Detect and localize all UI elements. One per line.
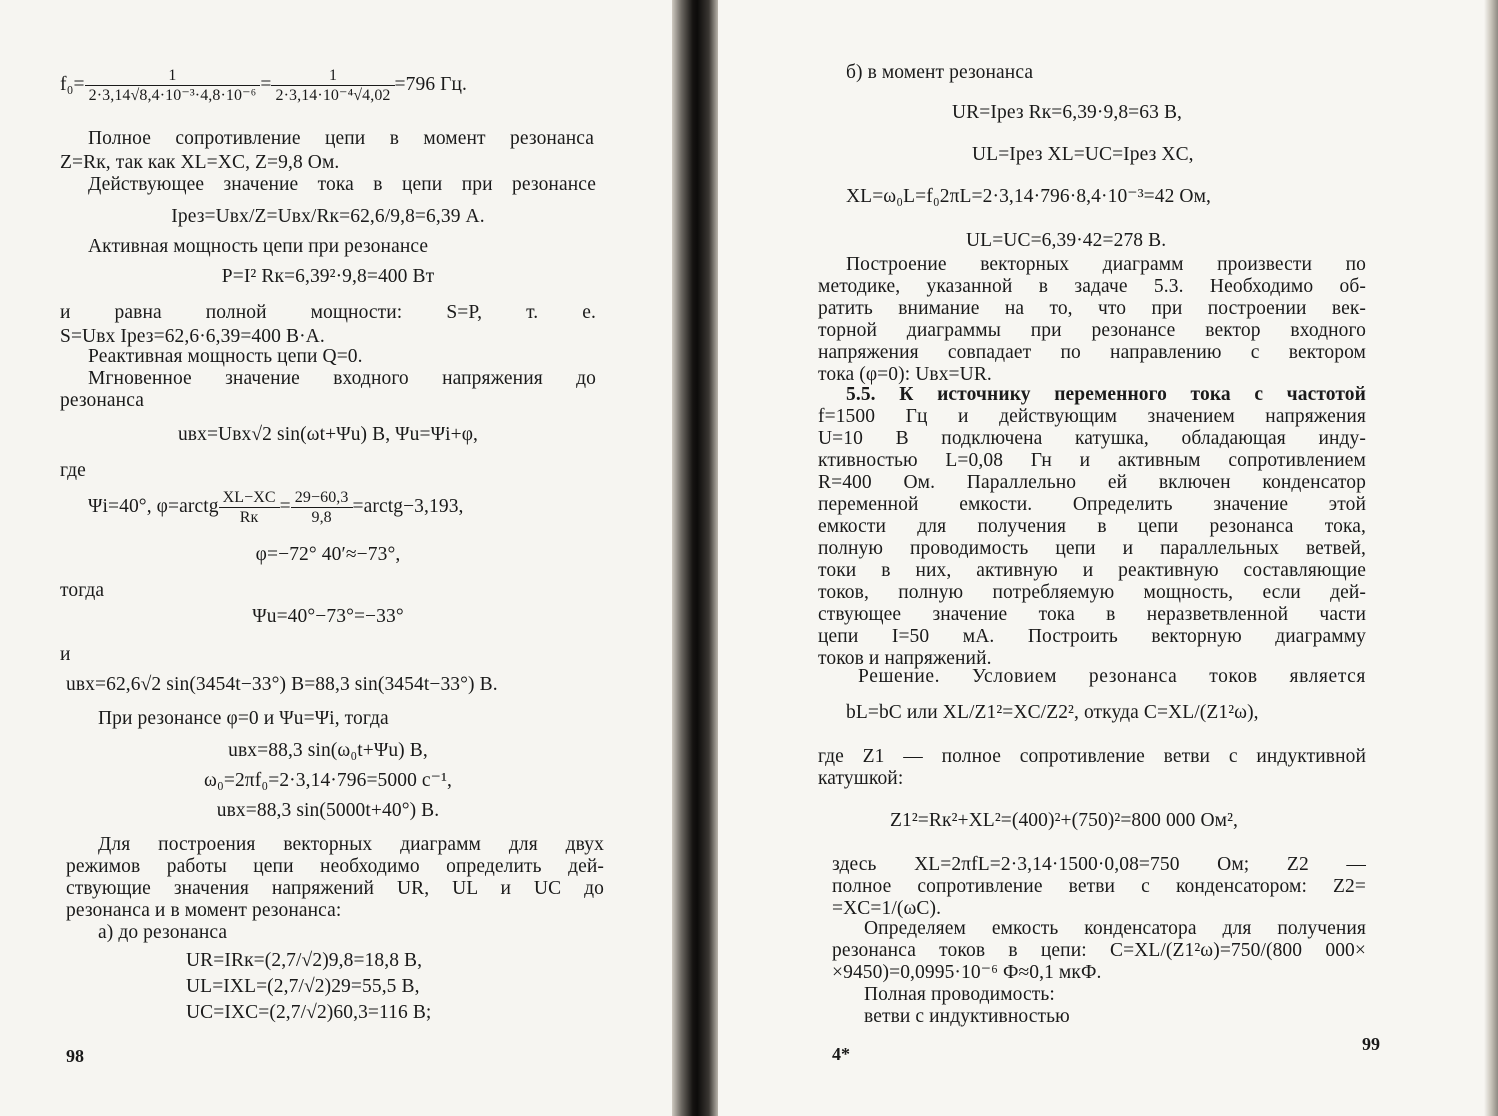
text-line: токов, полную потребляемую мощность, если дей- [818,582,1366,603]
formula-line: UC=IXC=(2,7/√2)60,3=116 В; [186,1002,432,1023]
text-line: переменной емкости. Определить значение этой [818,494,1366,515]
formula-part: f₀= [60,73,85,95]
text-line: б) в момент резонанса [846,62,1034,83]
formula-line: uвх=62,6√2 sin(3454t−33°) В=88,3 sin(3454t−33°) В. [66,674,498,695]
text-line: емкости для получения в цепи резонанса тока, [818,516,1366,537]
numerator: XL−XC [219,488,280,508]
formula-part: Ψi=40°, φ=arctg [88,495,219,517]
problem-heading: 5.5. К источнику переменного тока с частотой [846,384,1366,405]
formula-part: =arctg−3,193, [352,495,464,517]
formula-line: P=I² Rк=6,39²·9,8=400 Вт [221,266,435,287]
text-line: ствующие значения напряжений UR, UL и UC до [66,878,604,899]
text-line: резонанса [60,390,144,411]
page-edge-shadow [1484,0,1498,1116]
denominator: 2·3,14√8,4·10⁻³·4,8·10⁻⁶ [88,87,257,104]
left-page [0,0,672,1116]
formula-f0 [60,66,600,105]
text-line: =XC=1/(ωC). [832,898,942,919]
fraction [85,66,261,105]
page-number: 99 [1362,1034,1380,1054]
fraction [219,488,280,527]
text-line: и [60,644,71,665]
text-line: торной диаграммы при резонансе вектор входного [818,320,1366,341]
formula-psi [88,488,596,527]
text-line: тока (φ=0): Uвх=UR. [818,364,992,385]
text-line: Действующее значение тока в цепи при резонансе [88,174,596,195]
formula-line: UR=IRк=(2,7/√2)9,8=18,8 В, [186,950,423,971]
text-line: При резонансе φ=0 и Ψu=Ψi, тогда [98,708,389,729]
text-line: Для построения векторных диаграмм для двух [98,834,604,855]
book-spine [672,0,718,1116]
text-line: Z=Rк, так как XL=XC, Z=9,8 Ом. [60,152,340,173]
formula-line: XL=ω₀L=f₀2πL=2·3,14·796·8,4·10⁻³=42 Ом, [846,186,1212,207]
text-line: здесь XL=2πfL=2·3,14·1500·0,08=750 Ом; Z2 — [832,854,1366,875]
text-line: Построение векторных диаграмм произвести по [846,254,1366,275]
text-line: тогда [60,580,105,601]
text-line: напряжения совпадает по направлению с вектором [818,342,1366,363]
formula-line: ω₀=2πf₀=2·3,14·796=5000 с⁻¹, [204,770,452,791]
text-line: Полная проводимость: [864,984,1055,1005]
text-line: токов и напряжений. [818,648,992,669]
text-line: а) до резонанса [98,922,228,943]
formula-line: uвх=88,3 sin(ω₀t+Ψu) В, [228,740,428,761]
page-number: 98 [66,1046,84,1066]
numerator: 29−60,3 [291,488,353,508]
formula-part: = [279,495,291,517]
denominator: 2·3,14·10⁻⁴√4,02 [275,87,391,104]
text-line: полное сопротивление ветви с конденсатором: Z2= [832,876,1366,897]
text-line: где Z1 — полное сопротивление ветви с индуктивной [818,746,1366,767]
text-line: ратить внимание на то, что при построении век- [818,298,1366,319]
text-line: Реактивная мощность цепи Q=0. [88,346,363,367]
text-line: полную проводимость цепи и параллельных ветвей, [818,538,1366,559]
right-page [718,0,1498,1116]
formula-line: uвх=Uвх√2 sin(ωt+Ψu) В, Ψu=Ψi+φ, [177,424,479,445]
fraction [271,66,394,105]
fraction [291,488,353,527]
text-line: режимов работы цепи необходимо определить дей- [66,856,604,877]
formula-line: UL=Iрез XL=UC=Iрез XC, [972,144,1194,165]
denominator: 9,8 [311,509,332,526]
text-line: f=1500 Гц и действующим значением напряжения [818,406,1366,427]
text-line: где [60,460,86,481]
text-line: методике, указанной в задаче 5.3. Необходимо об- [818,276,1366,297]
text-line: резонанса и в момент резонанса: [66,900,342,921]
text-line: катушкой: [818,768,904,789]
numerator: 1 [85,66,261,86]
text-line: Определяем емкость конденсатора для получения [864,918,1366,939]
formula-part: =796 Гц. [394,73,468,95]
formula-line: uвх=88,3 sin(5000t+40°) В. [216,800,440,821]
formula-line: Ψu=40°−73°=−33° [252,606,404,627]
denominator: Rк [239,509,259,526]
text-line: ствующее значение тока в неразветвленной части [818,604,1366,625]
text-line: токи в них, активную и реактивную составляющие [818,560,1366,581]
numerator: 1 [271,66,394,86]
formula-part: = [260,73,272,95]
formula-line: bL=bC или XL/Z1²=XC/Z2², откуда C=XL/(Z1²ω), [846,702,1259,723]
text-line: цепи I=50 мА. Построить векторную диаграмму [818,626,1366,647]
formula-line: Iрез=Uвх/Z=Uвх/Rк=62,6/9,8=6,39 А. [171,206,485,227]
formula-line: UR=Iрез Rк=6,39·9,8=63 В, [952,102,1183,123]
signature-mark: 4* [832,1044,850,1064]
formula-line: UL=UC=6,39·42=278 В. [966,230,1167,251]
text-line: Активная мощность цепи при резонансе [88,236,429,257]
text-line: S=Uвх Iрез=62,6·6,39=400 В·А. [60,326,325,347]
formula-line: UL=IXL=(2,7/√2)29=55,5 В, [186,976,420,997]
formula-line: Z1²=Rк²+XL²=(400)²+(750)²=800 000 Ом², [890,810,1239,831]
text-line: Полное сопротивление цепи в момент резонанса [88,128,594,149]
text-line: R=400 Ом. Параллельно ей включен конденсатор [818,472,1366,493]
text-line: ветви с индуктивностью [864,1006,1070,1027]
text-line: ктивностью L=0,08 Гн и активным сопротивлением [818,450,1366,471]
text-line: U=10 В подключена катушка, обладающая инду- [818,428,1366,449]
solution-heading: Решение. Условием резонанса токов является [858,666,1366,687]
text-line: резонанса токов в цепи: C=XL/(Z1²ω)=750/(800 000× [832,940,1366,961]
text-line: ×9450)=0,0995·10⁻⁶ Ф≈0,1 мкФ. [832,962,1102,983]
text-line: Мгновенное значение входного напряжения до [88,368,596,389]
text-line: и равна полной мощности: S=P, т. е. [60,302,596,323]
formula-line: φ=−72° 40′≈−73°, [255,544,401,565]
